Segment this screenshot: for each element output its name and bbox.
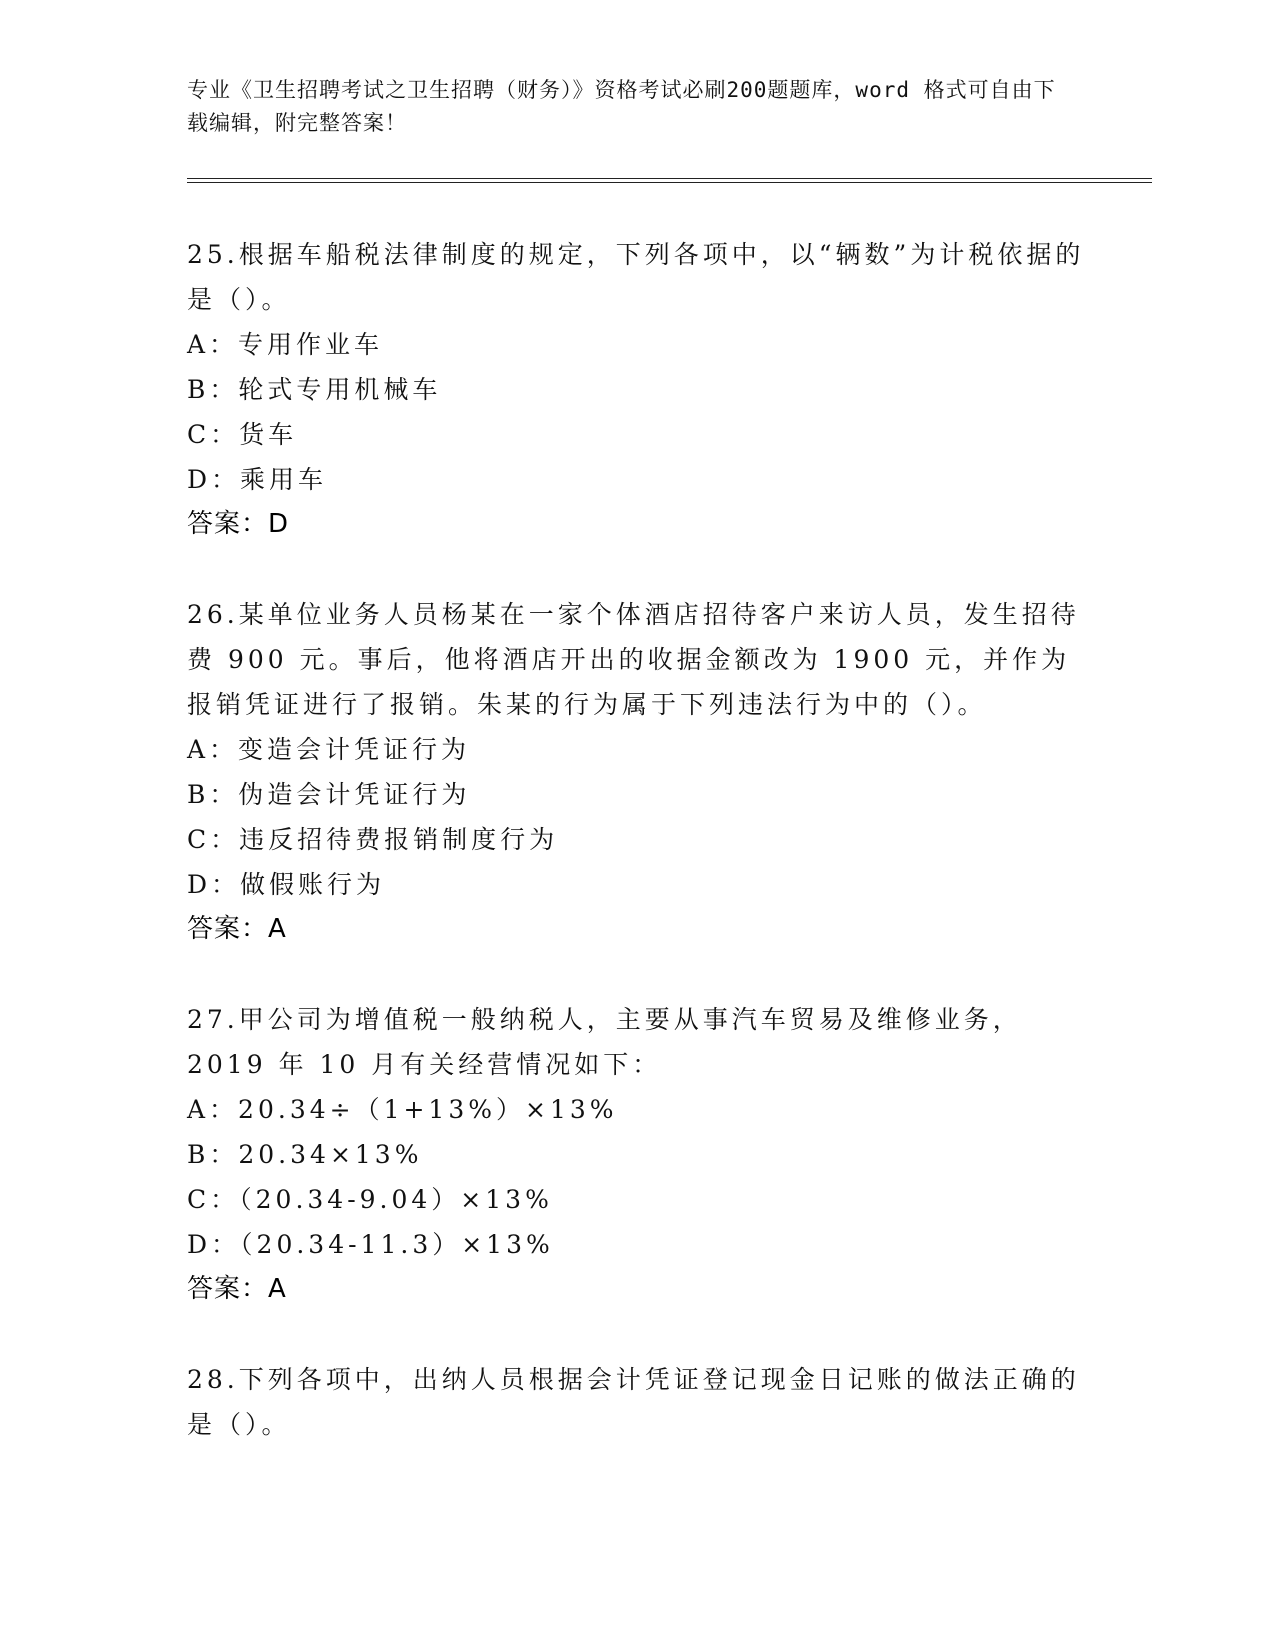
answer: 答案：A: [187, 914, 287, 944]
document-header: 专业《卫生招聘考试之卫生招聘（财务）》资格考试必刷200题题库，word 格式可自由下载编辑，附完整答案！: [187, 78, 1056, 135]
option-a: A：变造会计凭证行为: [187, 735, 471, 764]
option-b: B：轮式专用机械车: [187, 375, 442, 404]
answer: 答案：D: [187, 509, 290, 539]
question-stem: 26.某单位业务人员杨某在一家个体酒店招待客户来访人员，发生招待费 900 元。事后，他将酒店开出的收据金额改为 1900 元，并作为报销凭证进行了报销。朱某的行为属于下列违法行为中的（）。: [187, 600, 1080, 719]
option-d: D：乘用车: [187, 465, 328, 494]
option-c: C：违反招待费报销制度行为: [187, 825, 559, 854]
header-divider: [187, 178, 1152, 183]
question-25: [187, 232, 1087, 547]
question-27: [187, 997, 1087, 1312]
question-stem: 27.甲公司为增值税一般纳税人，主要从事汽车贸易及维修业务，2019 年 10 月有关经营情况如下：: [187, 1005, 1022, 1079]
question-list: [187, 232, 1087, 1492]
question-stem: 28.下列各项中，出纳人员根据会计凭证登记现金日记账的做法正确的是（）。: [187, 1365, 1080, 1439]
answer: 答案：A: [187, 1274, 287, 1304]
option-d: D：做假账行为: [187, 870, 386, 899]
option-b: B：伪造会计凭证行为: [187, 780, 471, 809]
option-a: A：20.34÷（1+13%）×13%: [187, 1095, 618, 1124]
option-a: A：专用作业车: [187, 330, 384, 359]
option-c: C：货车: [187, 420, 298, 449]
question-stem: 25.根据车船税法律制度的规定，下列各项中，以“辆数”为计税依据的是（）。: [187, 240, 1085, 314]
option-b: B：20.34×13%: [187, 1140, 423, 1169]
question-28: [187, 1357, 1087, 1447]
option-c: C：（20.34-9.04）×13%: [187, 1185, 553, 1214]
option-d: D：（20.34-11.3）×13%: [187, 1230, 554, 1259]
question-26: [187, 592, 1087, 952]
